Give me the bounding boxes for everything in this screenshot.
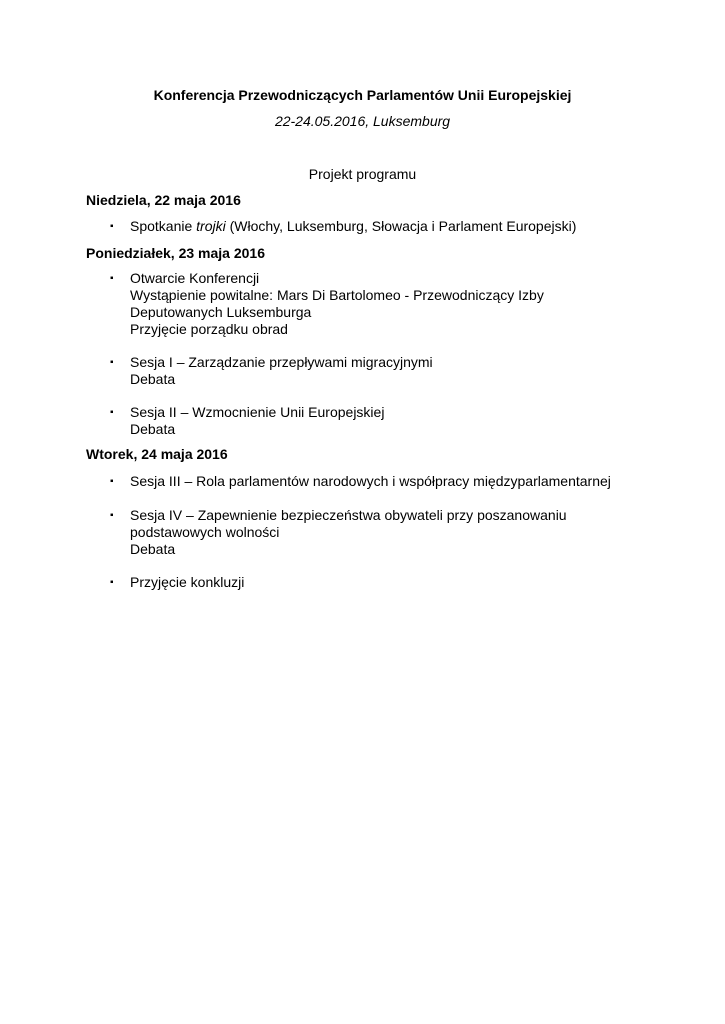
document-title: Konferencja Przewodniczących Parlamentów Unii Europejskiej bbox=[153, 87, 572, 103]
bullet-icon: ▪ bbox=[110, 407, 114, 418]
day-heading-monday: Poniedziałek, 23 maja 2016 bbox=[86, 245, 265, 261]
agenda-item-line: Debata bbox=[130, 371, 176, 387]
day-heading-tuesday: Wtorek, 24 maja 2016 bbox=[86, 446, 228, 462]
agenda-item-line: Sesja I – Zarządzanie przepływami migracyjnymi bbox=[130, 354, 433, 370]
agenda-item-line: Sesja IV – Zapewnienie bezpieczeństwa obywateli przy poszanowaniu podstawowych wolności bbox=[130, 507, 567, 540]
bullet-icon: ▪ bbox=[110, 221, 114, 232]
agenda-item-line: Przyjęcie konkluzji bbox=[130, 574, 245, 590]
agenda-item-line: Otwarcie Konferencji bbox=[130, 270, 260, 286]
bullet-icon: ▪ bbox=[110, 357, 114, 368]
bullet-icon: ▪ bbox=[110, 273, 114, 284]
bullet-icon: ▪ bbox=[110, 577, 114, 588]
document-heading: Projekt programu bbox=[308, 166, 417, 182]
document-date-location: 22-24.05.2016, Luksemburg bbox=[274, 113, 451, 129]
bullet-icon: ▪ bbox=[110, 476, 114, 487]
agenda-item-line: Debata bbox=[130, 541, 176, 557]
agenda-item-text: Spotkanie trojki (Włochy, Luksemburg, Słowacja i Parlament Europejski) bbox=[130, 218, 577, 234]
agenda-item-line: Przyjęcie porządku obrad bbox=[130, 321, 288, 337]
bullet-icon: ▪ bbox=[110, 510, 114, 521]
day-heading-sunday: Niedziela, 22 maja 2016 bbox=[86, 192, 241, 208]
agenda-item-line: Sesja III – Rola parlamentów narodowych i współpracy międzyparlamentarnej bbox=[130, 473, 611, 489]
agenda-item-line: Sesja II – Wzmocnienie Unii Europejskiej bbox=[130, 404, 385, 420]
agenda-item-line: Wystąpienie powitalne: Mars Di Bartolomeo - Przewodniczący Izby Deputowanych Luksemburga bbox=[130, 287, 544, 320]
agenda-item-line: Debata bbox=[130, 421, 176, 437]
